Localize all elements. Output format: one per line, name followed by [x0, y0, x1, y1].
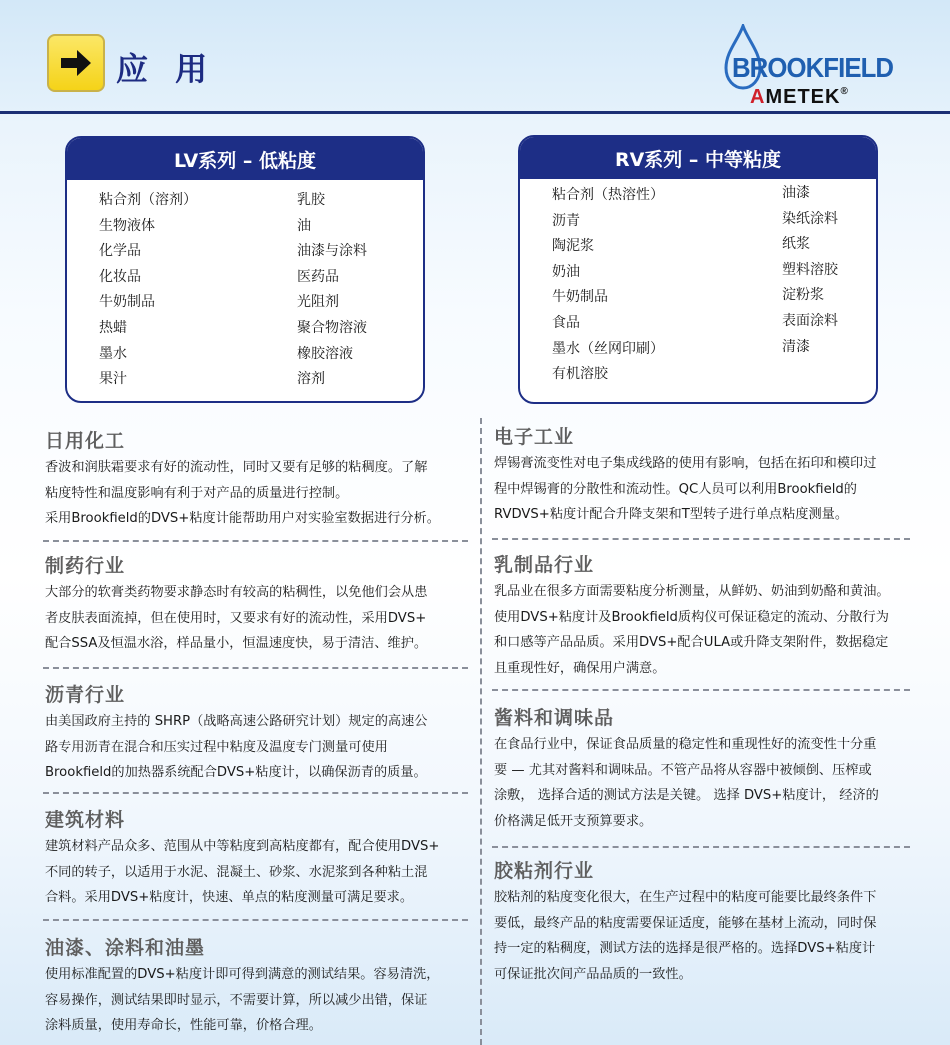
section-text-line: 粘度特性和温度影响有利于对产品的质量进行控制。 [45, 485, 349, 501]
section-divider [492, 846, 910, 848]
section-divider [492, 538, 910, 540]
section-divider [43, 792, 468, 794]
parent-brand-rest: METEK [765, 86, 841, 108]
lv-application-item: 医药品 [297, 268, 339, 285]
lv-application-item: 光阻剂 [297, 294, 339, 311]
lv-application-item: 油 [297, 217, 311, 234]
rv-application-item: 清漆 [782, 338, 810, 355]
section-text-line: 和口感等产品品质。采用DVS+配合ULA或升降支架附件，数据稳定 [494, 635, 889, 651]
rv-application-item: 牛奶制品 [552, 289, 608, 306]
section-text-line: 涂料质量，使用寿命长，性能可靠，价格合理。 [45, 1018, 322, 1034]
lv-list-col2 [297, 188, 367, 393]
left-section [45, 933, 439, 1039]
rv-list-col1 [552, 183, 664, 388]
section-text-line: 程中焊锡膏的分散性和流动性。QC人员可以利用Brookfield的 [494, 481, 857, 497]
section-divider [43, 540, 468, 542]
section-title: 建筑材料 [45, 809, 126, 831]
lv-application-item: 牛奶制品 [99, 294, 155, 311]
section-text-line: 乳品业在很多方面需要粘度分析测量，从鲜奶、奶油到奶酪和黄油。 [494, 584, 890, 599]
lv-list-col1 [99, 188, 197, 393]
rv-application-item: 染纸涂料 [782, 210, 838, 227]
left-section [45, 551, 427, 657]
left-section [45, 426, 440, 532]
column-divider [480, 418, 482, 1045]
section-text-line: 合料。采用DVS+粘度计，快速、单点的粘度测量可满足要求。 [45, 890, 414, 906]
rv-application-item: 有机溶胶 [552, 366, 608, 383]
lv-application-item: 墨水 [99, 345, 127, 362]
left-section [45, 680, 427, 786]
section-text-line: 大部分的软膏类药物要求静态时有较高的粘稠性，以免他们会从患 [45, 585, 428, 600]
section-title: 油漆、涂料和油墨 [45, 937, 206, 959]
section-text-line: 价格满足低开支预算要求。 [494, 813, 653, 829]
brand-name: BROOKFIELD [732, 52, 894, 83]
lv-application-item: 果汁 [99, 371, 127, 388]
section-text-line: 容易操作，测试结果即时显示，不需要计算，所以减少出错，保证 [45, 992, 428, 1008]
section-text-line: 配合SSA及恒温水浴，样品量小，恒温速度快，易于清洁、维护。 [45, 636, 428, 652]
section-title: 乳制品行业 [494, 554, 595, 576]
section-title: 电子工业 [494, 426, 575, 448]
brand-logo [712, 22, 902, 112]
section-text-line: 焊锡膏流变性对电子集成线路的使用有影响，包括在拓印和模印过 [494, 456, 877, 471]
section-title: 沥青行业 [45, 684, 126, 706]
section-title: 日用化工 [45, 430, 126, 452]
rv-application-item: 油漆 [782, 185, 810, 201]
rv-application-item: 塑料溶胶 [782, 261, 838, 278]
lv-application-item: 聚合物溶液 [297, 319, 367, 336]
lv-series-panel [65, 136, 425, 403]
arrow-right-icon [59, 48, 93, 78]
section-divider [43, 919, 468, 921]
rv-list-col2 [782, 181, 838, 360]
parent-brand-initial: A [750, 86, 766, 108]
section-text-line: 建筑材料产品众多、范围从中等粘度到高粘度都有，配合使用DVS+ [45, 839, 440, 854]
lv-application-item: 生物液体 [99, 217, 155, 234]
rv-application-item: 奶油 [552, 263, 580, 280]
right-section [494, 703, 879, 834]
section-divider [492, 689, 910, 691]
arrow-badge [47, 34, 105, 92]
rv-application-item: 食品 [552, 314, 580, 331]
section-text-line: 使用标准配置的DVS+粘度计即可得到满意的测试结果。容易清洗， [45, 967, 440, 982]
rv-application-item: 墨水（丝网印刷） [552, 340, 664, 357]
lv-application-item: 化学品 [99, 243, 141, 260]
section-title: 胶粘剂行业 [494, 860, 595, 882]
section-text-line: 要低，最终产品的粘度需要保证适度，能够在基材上流动，同时保 [494, 915, 877, 931]
section-text-line: 且重现性好，确保用户满意。 [494, 660, 666, 676]
registered-mark: ® [840, 86, 849, 97]
section-text-line: RVDVS+粘度计配合升降支架和T型转子进行单点粘度测量。 [494, 507, 849, 523]
lv-application-item: 橡胶溶液 [297, 345, 353, 362]
section-text-line: Brookfield的加热器系统配合DVS+粘度计，以确保沥青的质量。 [45, 765, 427, 781]
lv-series-title: LV系列 – 低粘度 [67, 138, 423, 180]
left-section [45, 805, 439, 911]
section-text-line: 持一定的粘稠度，测试方法的选择是很严格的。选择DVS+粘度计 [494, 941, 876, 957]
page-title: 应 用 [116, 50, 216, 88]
lv-application-item: 粘合剂（溶剂） [99, 192, 197, 208]
section-text-line: 路专用沥青在混合和压实过程中粘度及温度专门测量可使用 [45, 739, 388, 755]
section-text-line: 者皮肤表面流掉，但在使用时，又要求有好的流动性，采用DVS+ [45, 610, 427, 626]
rv-application-item: 纸浆 [782, 236, 810, 253]
rv-series-panel [518, 135, 878, 404]
rv-series-title: RV系列 – 中等粘度 [520, 137, 876, 179]
right-section [494, 856, 876, 987]
section-divider [43, 667, 468, 669]
lv-application-item: 乳胶 [297, 192, 325, 208]
section-text-line: 可保证批次间产品品质的一致性。 [494, 966, 692, 982]
section-text-line: 由美国政府主持的 SHRP（战略高速公路研究计划）规定的高速公 [45, 714, 428, 729]
lv-application-item: 油漆与涂料 [297, 243, 367, 260]
lv-application-item: 化妆品 [99, 268, 141, 285]
section-text-line: 采用Brookfield的DVS+粘度计能帮助用户对实验室数据进行分析。 [45, 511, 440, 527]
section-text-line: 涂敷， 选择合适的测试方法是关键。 选择 DVS+粘度计， 经济的 [494, 788, 879, 804]
rv-application-item: 粘合剂（热溶性） [552, 187, 664, 203]
rv-application-item: 陶泥浆 [552, 238, 594, 255]
section-text-line: 使用DVS+粘度计及Brookfield质构仪可保证稳定的流动、分散行为 [494, 609, 889, 625]
lv-application-item: 热蜡 [99, 319, 127, 336]
section-text-line: 胶粘剂的粘度变化很大，在生产过程中的粘度可能要比最终条件下 [494, 890, 877, 905]
section-text-line: 不同的转子，以适用于水泥、混凝土、砂浆、水泥浆到各种粘土混 [45, 864, 428, 880]
lv-application-item: 溶剂 [297, 371, 325, 388]
right-section [494, 550, 890, 681]
section-title: 制药行业 [45, 555, 126, 577]
rv-application-item: 表面涂料 [782, 312, 838, 329]
rv-application-item: 沥青 [552, 212, 580, 229]
section-text-line: 在食品行业中，保证食品质量的稳定性和重现性好的流变性十分重 [494, 737, 877, 752]
rv-application-item: 淀粉浆 [782, 287, 824, 304]
section-text-line: 要 — 尤其对酱料和调味品。不管产品将从容器中被倾倒、压榨或 [494, 762, 872, 778]
section-text-line: 香波和润肤霜要求有好的流动性，同时又要有足够的粘稠度。了解 [45, 460, 428, 475]
parent-brand [750, 86, 849, 109]
right-section [494, 422, 876, 528]
section-title: 酱料和调味品 [494, 707, 615, 729]
